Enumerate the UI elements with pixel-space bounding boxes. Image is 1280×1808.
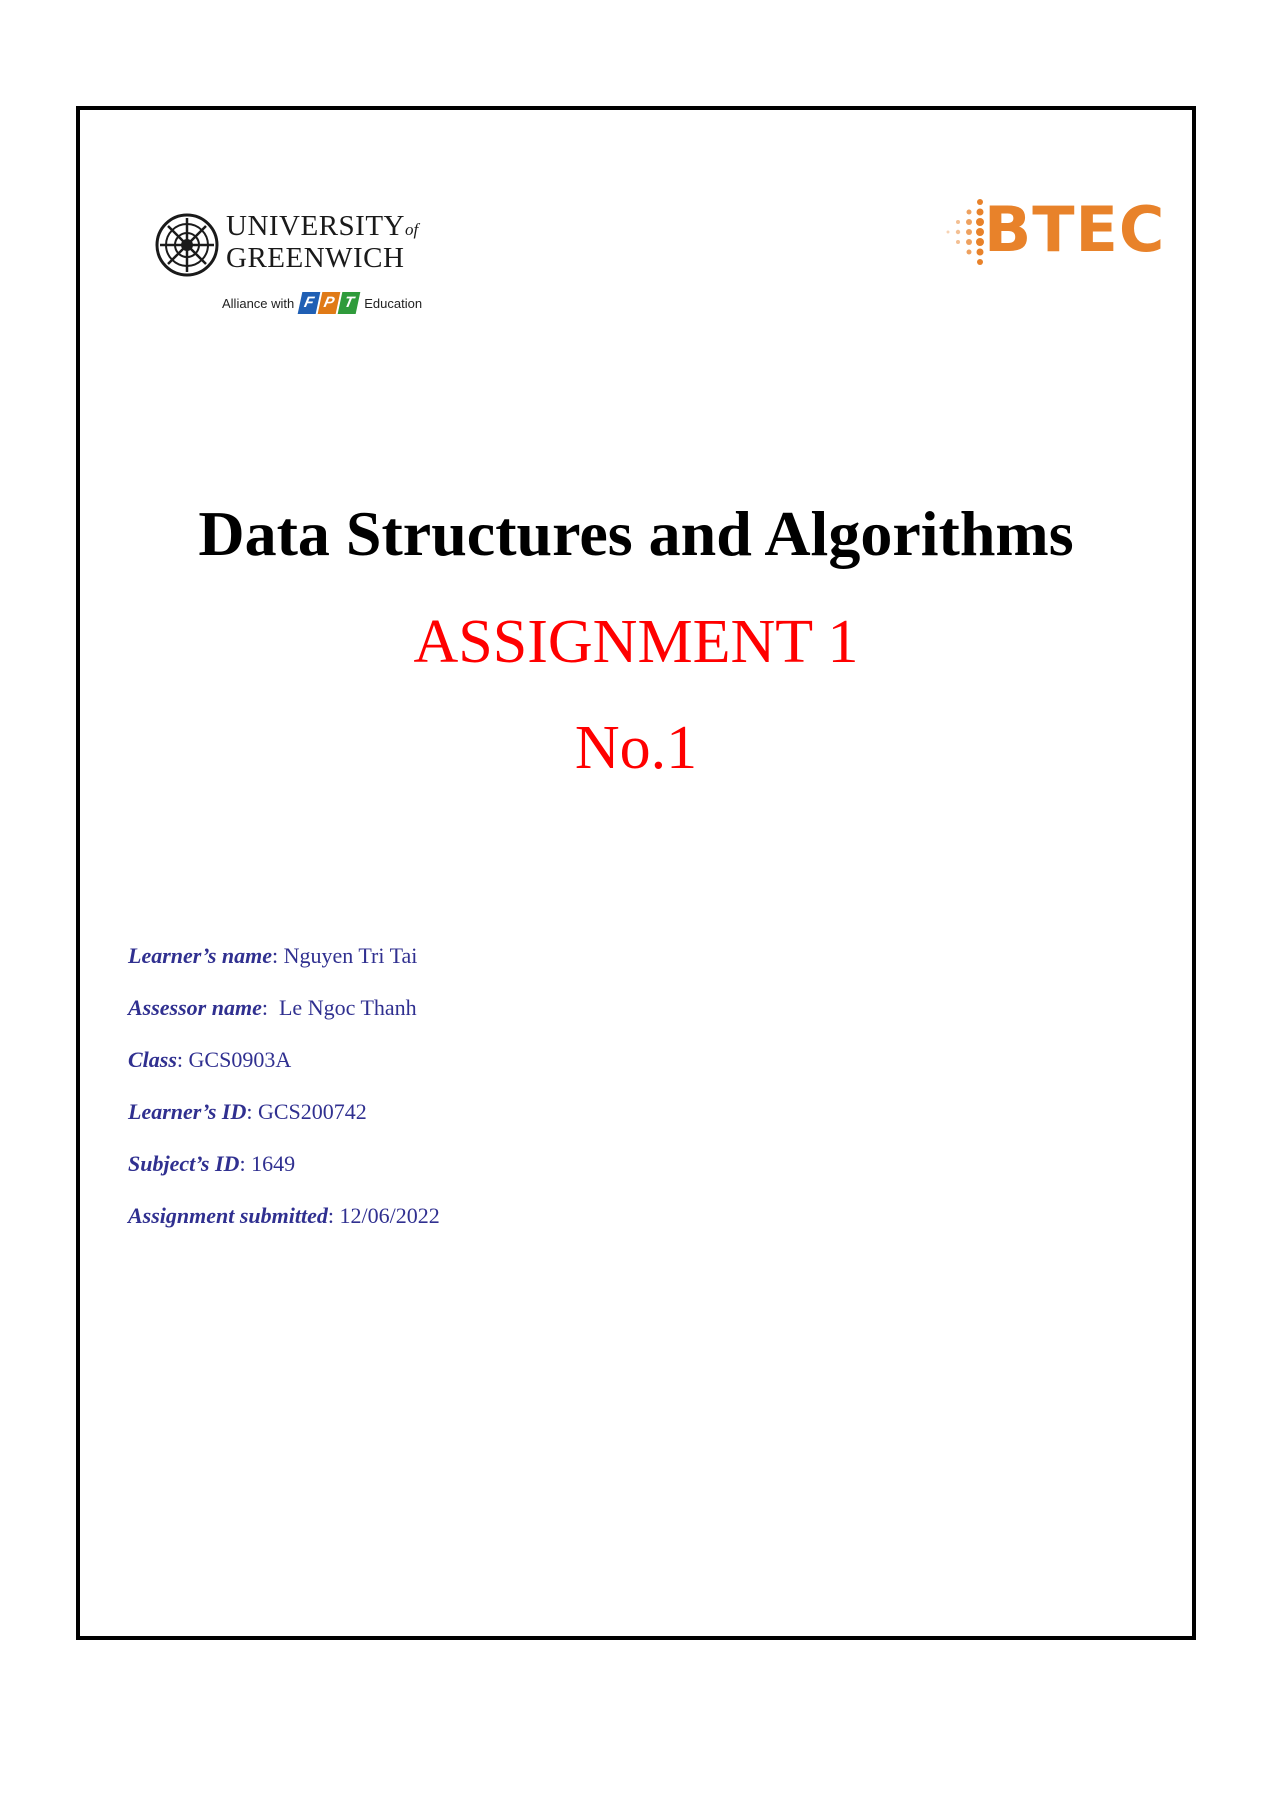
- btec-wordmark: BTEC: [984, 193, 1166, 266]
- info-label: Subject’s ID: [128, 1151, 240, 1176]
- info-label: Assessor name: [128, 995, 262, 1020]
- assignment-title: ASSIGNMENT 1: [413, 608, 859, 676]
- alliance-suffix: Education: [364, 295, 423, 311]
- alliance-line: [222, 292, 422, 314]
- info-value: 1649: [251, 1151, 296, 1176]
- btec-dots-icon: [940, 190, 990, 274]
- info-line-learner-id: [128, 1092, 440, 1144]
- fpt-letter-p: P: [318, 292, 341, 314]
- info-value: GCS0903A: [188, 1047, 292, 1072]
- info-value: 12/06/2022: [339, 1203, 440, 1228]
- assignment-number: No.1: [574, 714, 698, 782]
- info-label: Learner’s ID: [128, 1099, 247, 1124]
- university-name-of: of: [405, 220, 419, 239]
- info-line-class: [128, 1040, 440, 1092]
- university-name-line2: GREENWICH: [226, 242, 405, 274]
- fpt-letter-f: F: [298, 292, 321, 314]
- greenwich-crest-icon: [154, 212, 220, 278]
- university-of-greenwich-logo: [152, 206, 442, 318]
- info-line-subject-id: [128, 1144, 440, 1196]
- btec-logo: [940, 190, 1190, 274]
- learner-info: [128, 936, 440, 1248]
- info-separator: :: [239, 1151, 252, 1176]
- fpt-letter-t: T: [338, 292, 361, 314]
- info-separator: :: [246, 1099, 258, 1124]
- course-title: Data Structures and Algorithms: [198, 498, 1074, 569]
- info-line-learner-name: [128, 936, 440, 988]
- university-name-line1: UNIVERSITY: [226, 210, 405, 242]
- fpt-logo: [300, 292, 358, 314]
- info-value: Le Ngoc Thanh: [278, 995, 417, 1020]
- info-separator: :: [327, 1203, 340, 1228]
- university-name: [226, 212, 418, 273]
- info-label: Assignment submitted: [128, 1203, 328, 1228]
- info-label: Learner’s name: [128, 943, 273, 968]
- info-separator: :: [272, 943, 284, 968]
- info-line-assignment-submitted: [128, 1196, 440, 1248]
- info-value: GCS200742: [257, 1099, 367, 1124]
- info-separator: :: [176, 1047, 189, 1072]
- page-border: [76, 106, 1196, 1640]
- alliance-prefix: Alliance with: [222, 295, 295, 311]
- info-line-assessor-name: [128, 988, 440, 1040]
- info-separator: :: [261, 995, 279, 1020]
- info-value: Nguyen Tri Tai: [283, 943, 418, 968]
- info-label: Class: [128, 1047, 177, 1072]
